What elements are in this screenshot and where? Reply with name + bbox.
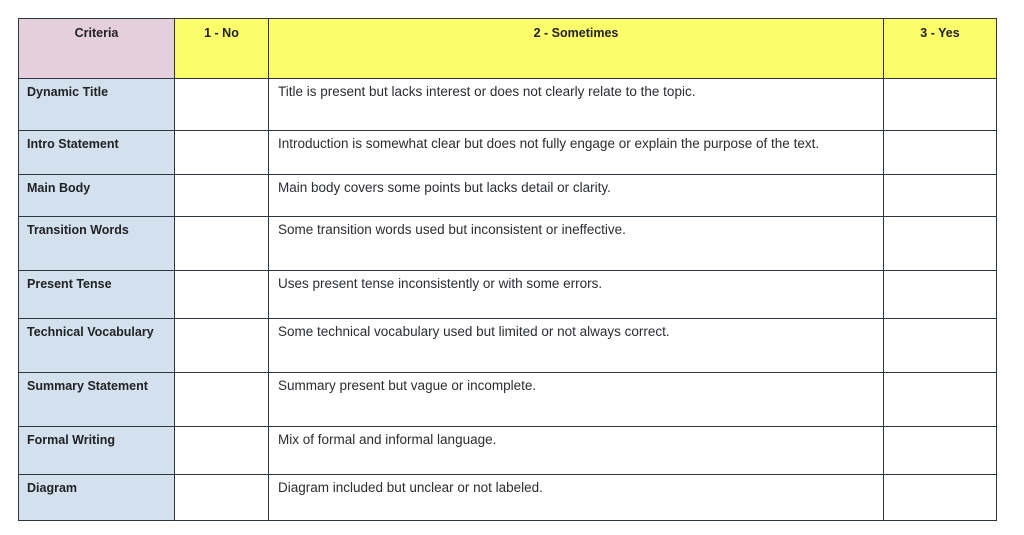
score-no-cell — [175, 217, 269, 271]
score-no-cell — [175, 373, 269, 427]
criteria-cell: Technical Vocabulary — [19, 319, 175, 373]
header-yes: 3 - Yes — [884, 19, 997, 79]
criteria-cell: Main Body — [19, 175, 175, 217]
table-row — [19, 131, 997, 175]
table-row — [19, 427, 997, 475]
score-no-cell — [175, 79, 269, 131]
sometimes-description: Main body covers some points but lacks detail or clarity. — [269, 175, 884, 217]
score-no-cell — [175, 271, 269, 319]
criteria-cell: Present Tense — [19, 271, 175, 319]
criteria-cell: Formal Writing — [19, 427, 175, 475]
score-no-cell — [175, 427, 269, 475]
sometimes-description: Some transition words used but inconsistent or ineffective. — [269, 217, 884, 271]
criteria-cell: Intro Statement — [19, 131, 175, 175]
score-no-cell — [175, 319, 269, 373]
score-yes-cell — [884, 427, 997, 475]
sometimes-description: Introduction is somewhat clear but does not fully engage or explain the purpose of the text. — [269, 131, 884, 175]
rubric-table — [18, 18, 997, 521]
sometimes-description: Title is present but lacks interest or does not clearly relate to the topic. — [269, 79, 884, 131]
criteria-cell: Transition Words — [19, 217, 175, 271]
score-yes-cell — [884, 271, 997, 319]
score-yes-cell — [884, 475, 997, 521]
criteria-cell: Summary Statement — [19, 373, 175, 427]
score-no-cell — [175, 131, 269, 175]
table-row — [19, 271, 997, 319]
header-sometimes: 2 - Sometimes — [269, 19, 884, 79]
score-yes-cell — [884, 217, 997, 271]
header-criteria: Criteria — [19, 19, 175, 79]
score-no-cell — [175, 475, 269, 521]
criteria-cell: Dynamic Title — [19, 79, 175, 131]
table-row — [19, 475, 997, 521]
sometimes-description: Diagram included but unclear or not labeled. — [269, 475, 884, 521]
score-yes-cell — [884, 131, 997, 175]
table-row — [19, 79, 997, 131]
sometimes-description: Some technical vocabulary used but limited or not always correct. — [269, 319, 884, 373]
table-row — [19, 217, 997, 271]
sometimes-description: Summary present but vague or incomplete. — [269, 373, 884, 427]
table-row — [19, 175, 997, 217]
table-row — [19, 373, 997, 427]
score-yes-cell — [884, 373, 997, 427]
score-yes-cell — [884, 319, 997, 373]
table-row — [19, 319, 997, 373]
criteria-cell: Diagram — [19, 475, 175, 521]
sometimes-description: Uses present tense inconsistently or with some errors. — [269, 271, 884, 319]
score-yes-cell — [884, 79, 997, 131]
sometimes-description: Mix of formal and informal language. — [269, 427, 884, 475]
score-no-cell — [175, 175, 269, 217]
header-no: 1 - No — [175, 19, 269, 79]
header-row — [19, 19, 997, 79]
score-yes-cell — [884, 175, 997, 217]
